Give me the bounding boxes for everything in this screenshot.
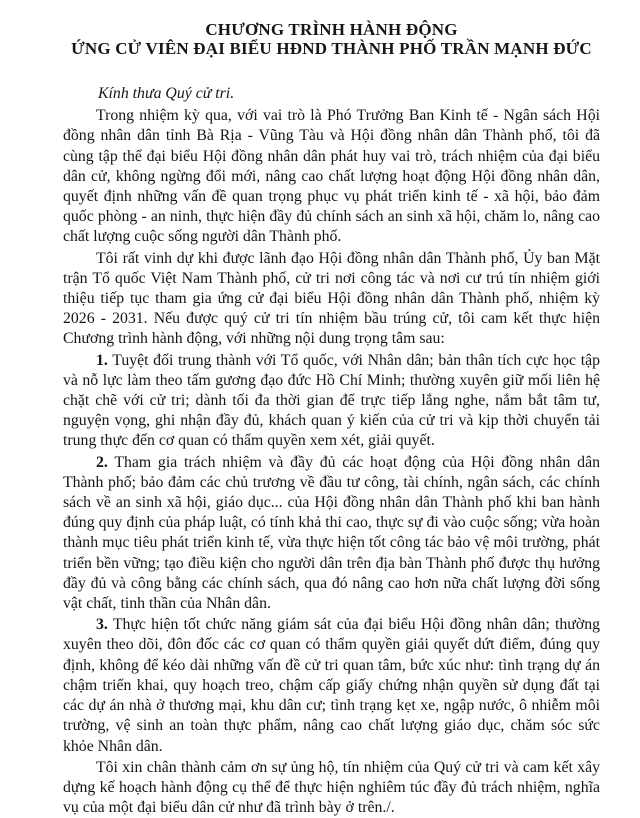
item-2-text: Tham gia trách nhiệm và đầy đủ các hoạt động của Hội đồng nhân dân Thành phố; bảo đảm các chủ trương về đầu tư công, tài chính, ngân sách, các chính sách về an sinh xã hội, giáo dục... của Hội đồng nhân dân Thành phố khi ban hành đúng quy định của pháp luật, có tính khả thi cao, thực sự đi vào cuộc sống; vừa hoàn thành mục tiêu phát triển kinh tế, vừa thực hiện tốt công tác bảo vệ môi trường, phát triển bền vững; tạo điều kiện cho người dân trên địa bàn Thành phố được thụ hưởng đầy đủ và công bằng các chính sách, qua đó nâng cao hơn nữa chất lượng đời sống vật chất, tinh thần của Nhân dân. xyxy=(63,453,600,613)
item-1-text: Tuyệt đối trung thành với Tổ quốc, với Nhân dân; bản thân tích cực học tập và nỗ lực làm theo tấm gương đạo đức Hồ Chí Minh; thường xuyên giữ mối liên hệ chặt chẽ với cử tri; dành tối đa thời gian để trực tiếp lắng nghe, nắm bắt tâm tư, nguyện vọng, ghi nhận đầy đủ, khách quan ý kiến của cử tri và kịp thời chuyển tải trung thực đến cơ quan có thẩm quyền xem xét, giải quyết. xyxy=(63,351,600,450)
document-title xyxy=(63,20,600,58)
numbered-item-1 xyxy=(63,351,600,452)
intro-paragraph-2: Tôi rất vinh dự khi được lãnh đạo Hội đồng nhân dân Thành phố, Ủy ban Mặt trận Tổ quốc Việt Nam Thành phố, cử tri nơi công tác và nơi cư trú tín nhiệm giới thiệu tiếp tục tham gia ứng cử đại biểu Hội đồng nhân dân Thành phố, nhiệm kỳ 2026 - 2031. Nếu được quý cử tri tín nhiệm bầu trúng cử, tôi cam kết thực hiện Chương trình hành động, với những nội dung trọng tâm sau: xyxy=(63,249,600,348)
item-3-text: Thực hiện tốt chức năng giám sát của đại biểu Hội đồng nhân dân; thường xuyên theo dõi, đôn đốc các cơ quan có thẩm quyền giải quyết dứt điểm, đúng quy định, không để kéo dài những vấn đề cử tri quan tâm, bức xúc như: tình trạng dự án chậm triển khai, quy hoạch treo, chậm cấp giấy chứng nhận quyền sử dụng đất tại các dự án nhà ở thương mại, khu dân cư; tình trạng kẹt xe, ngập nước, ô nhiễm môi trường, vệ sinh an toàn thực phẩm, nâng cao chất lượng giáo dục, chăm sóc sức khỏe Nhân dân. xyxy=(63,616,600,755)
numbered-item-2 xyxy=(63,453,600,615)
numbered-item-3 xyxy=(63,615,600,756)
salutation: Kính thưa Quý cử tri. xyxy=(98,85,235,102)
item-3-number: 3. xyxy=(96,616,108,634)
document-title-line-2: ỨNG CỬ VIÊN ĐẠI BIỂU HĐND THÀNH PHỐ TRẦN MẠNH ĐỨC xyxy=(71,39,592,58)
closing-paragraph: Tôi xin chân thành cảm ơn sự ủng hộ, tín nhiệm của Quý cử tri và cam kết xây dựng kế hoạch hành động cụ thể để thực hiện nghiêm túc đầy đủ trách nhiệm, nghĩa vụ của một đại biểu dân cử như đã trình bày ở trên./. xyxy=(63,758,600,817)
intro-paragraph-1: Trong nhiệm kỳ qua, với vai trò là Phó Trưởng Ban Kinh tế - Ngân sách Hội đồng nhân dân tỉnh Bà Rịa - Vũng Tàu và Hội đồng nhân dân Thành phố, tôi đã cùng tập thể đại biểu Hội đồng nhân dân phát huy vai trò, trách nhiệm của đại biểu dân cử, không ngừng đổi mới, nâng cao chất lượng hoạt động Hội đồng nhân dân, quyết định những vấn đề quan trọng phục vụ phát triển kinh tế - xã hội, bảo đảm quốc phòng - an ninh, thực hiện đầy đủ chính sách an sinh xã hội, chăm lo, nâng cao chất lượng cuộc sống người dân Thành phố. xyxy=(63,107,600,246)
item-1-number: 1. xyxy=(96,351,108,369)
document-title-line-1: CHƯƠNG TRÌNH HÀNH ĐỘNG xyxy=(205,20,458,39)
item-2-number: 2. xyxy=(96,453,108,471)
